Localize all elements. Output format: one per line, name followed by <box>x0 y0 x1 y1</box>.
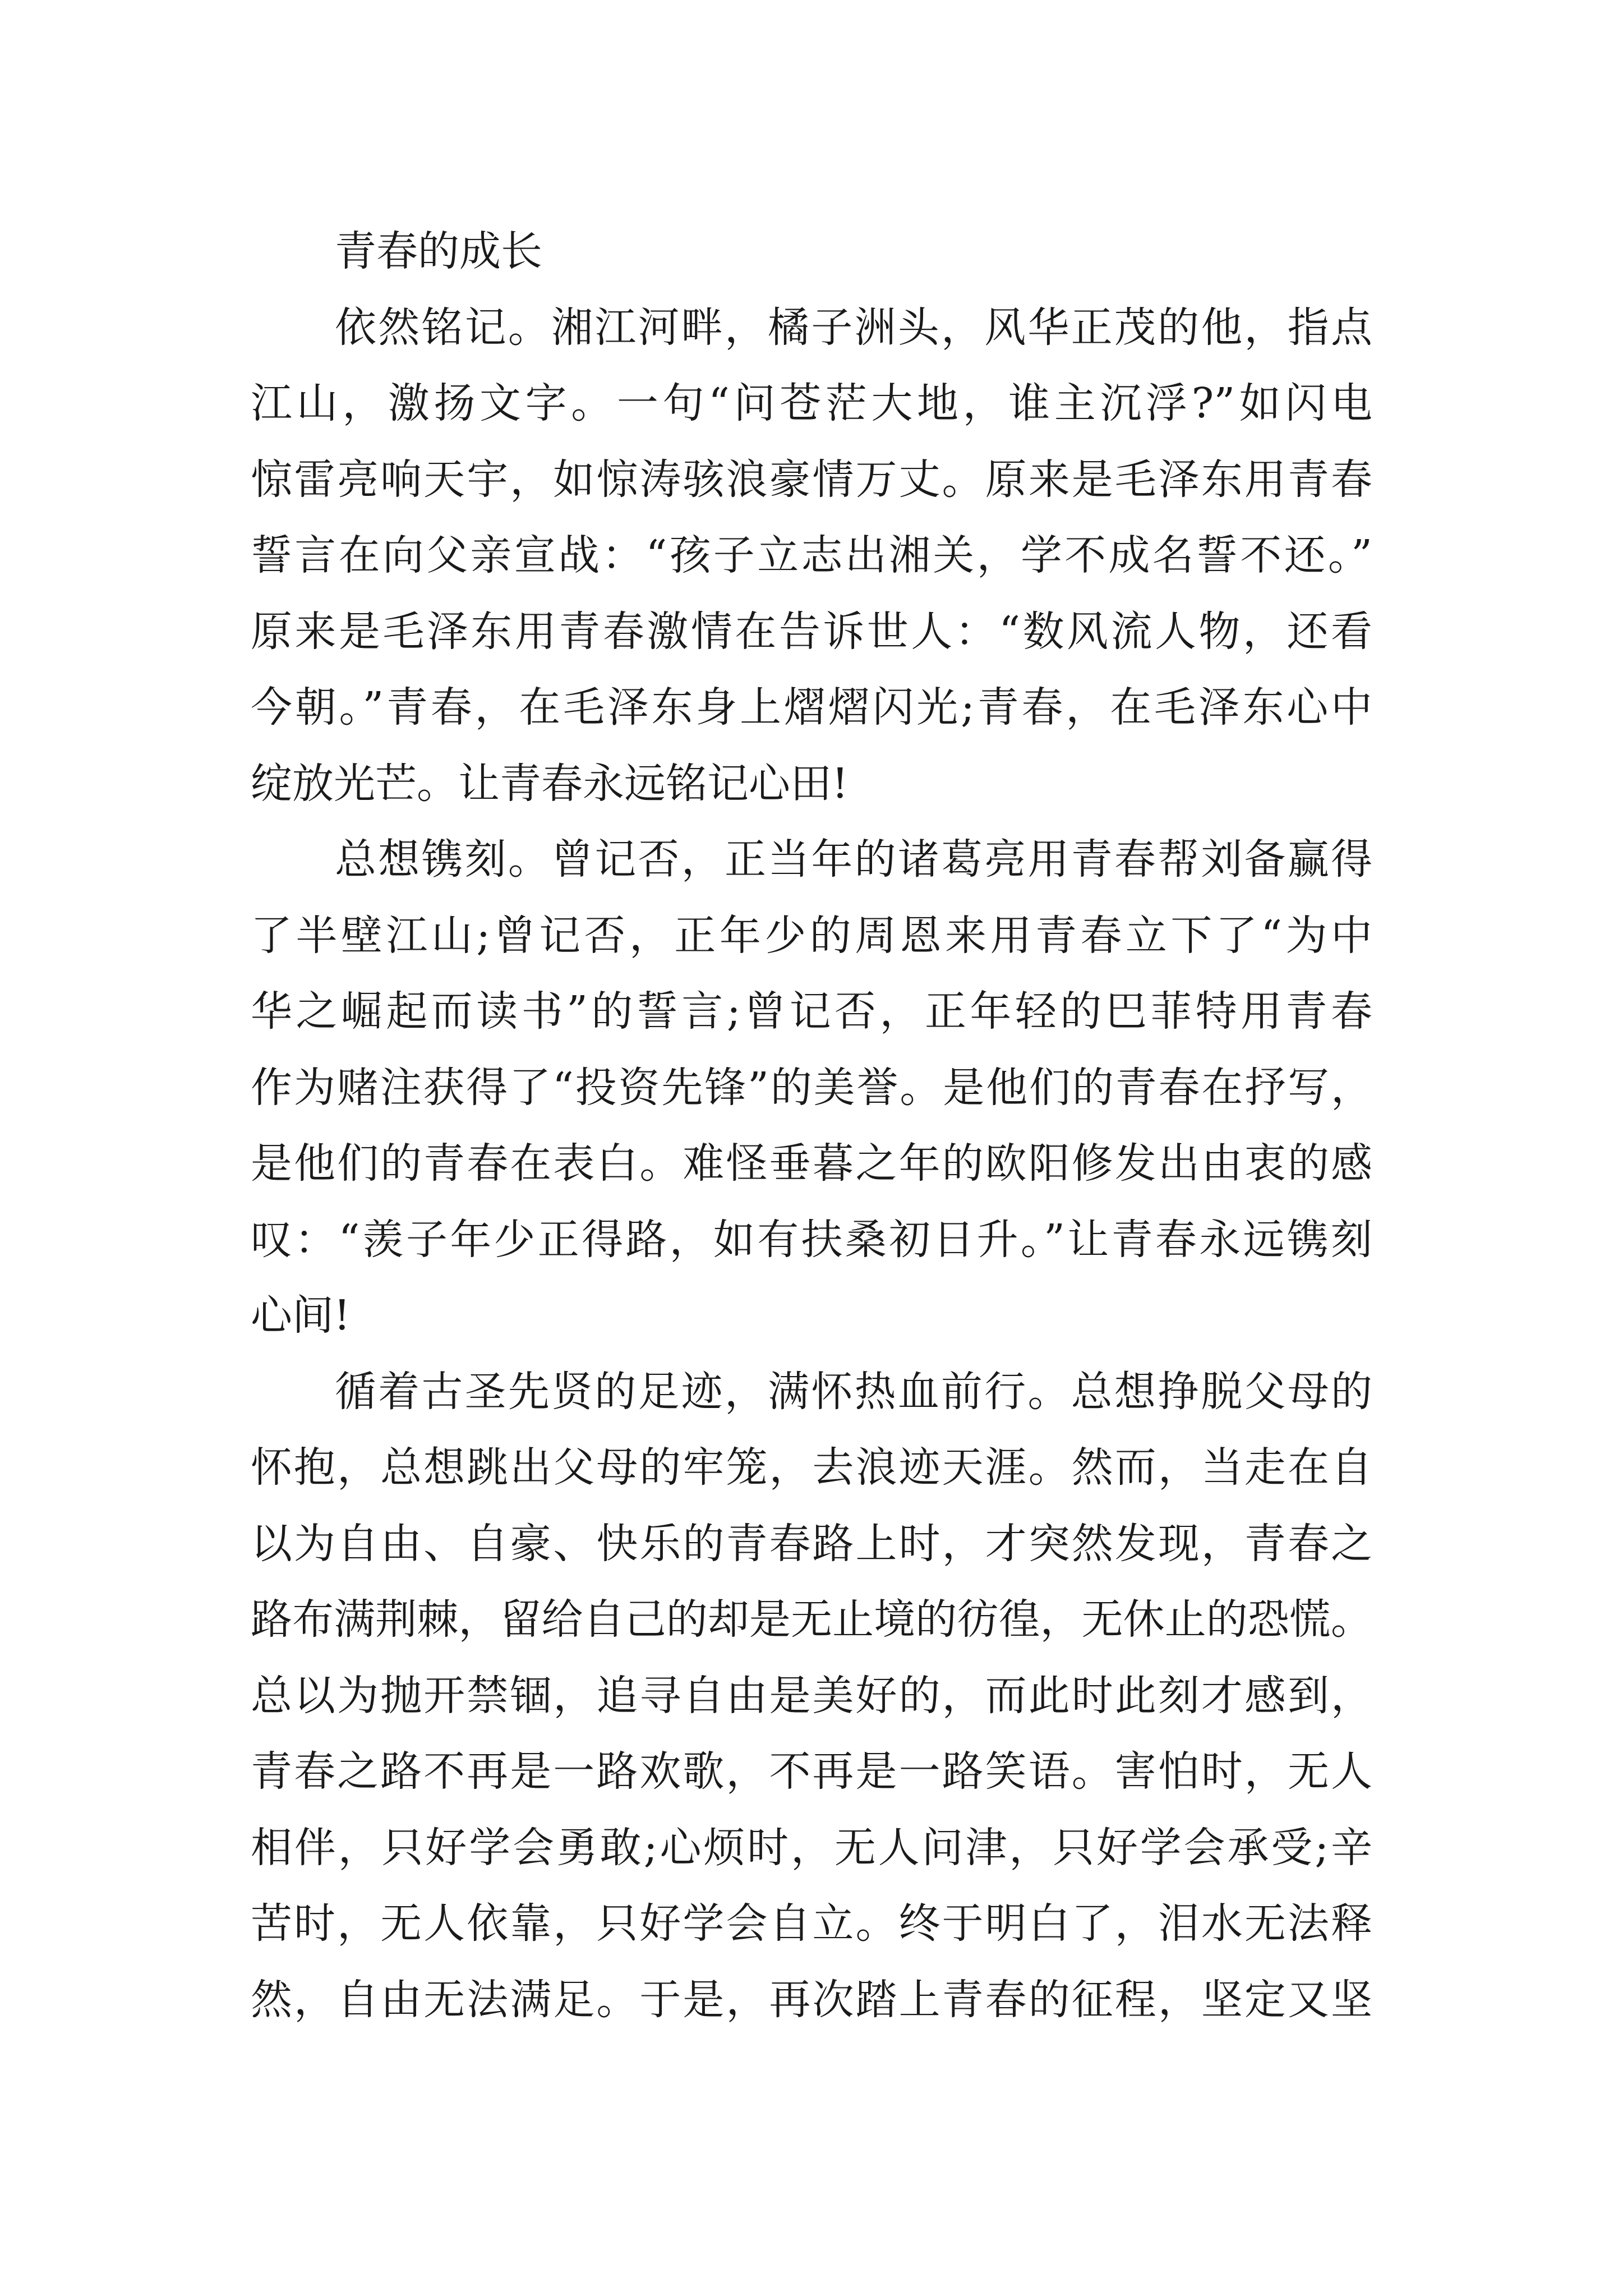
text-line: 怀抱，总想跳出父母的牢笼，去浪迹天涯。然而，当走在自 <box>251 1443 1372 1492</box>
text-line: 以为自由、自豪、快乐的青春路上时，才突然发现，青春之 <box>251 1519 1372 1568</box>
text-line: 作为赌注获得了“投资先锋”的美誉。是他们的青春在抒写， <box>251 1063 1372 1112</box>
essay-title: 青春的成长 <box>335 227 542 275</box>
text-line: 路布满荆棘，留给自己的却是无止境的彷徨，无休止的恐慌。 <box>251 1595 1372 1644</box>
text-line: 青春之路不再是一路欢歌，不再是一路笑语。害怕时，无人 <box>251 1747 1372 1796</box>
text-line: 然，自由无法满足。于是，再次踏上青春的征程，坚定又坚 <box>251 1975 1372 2024</box>
text-line: 苦时，无人依靠，只好学会自立。终于明白了，泪水无法释 <box>251 1899 1372 1948</box>
text-line: 今朝。”青春，在毛泽东身上熠熠闪光;青春，在毛泽东心中 <box>251 683 1372 731</box>
paragraph-2 <box>251 822 1372 1354</box>
paragraph-1 <box>251 290 1372 822</box>
paragraph-3 <box>251 1354 1372 2039</box>
text-line: 总想镌刻。曾记否，正当年的诸葛亮用青春帮刘备赢得 <box>335 835 1372 884</box>
text-line: 誓言在向父亲宣战：“孩子立志出湘关，学不成名誓不还。” <box>251 531 1372 579</box>
text-line: 绽放光芒。让青春永远铭记心田! <box>251 759 849 808</box>
text-line: 原来是毛泽东用青春激情在告诉世人：“数风流人物，还看 <box>251 607 1372 656</box>
text-line: 江山，激扬文字。一句“问苍茫大地，谁主沉浮?”如闪电 <box>251 379 1372 427</box>
text-line: 循着古圣先贤的足迹，满怀热血前行。总想挣脱父母的 <box>335 1367 1372 1416</box>
text-line: 相伴，只好学会勇敢;心烦时，无人问津，只好学会承受;辛 <box>251 1823 1372 1872</box>
text-line: 了半壁江山;曾记否，正年少的周恩来用青春立下了“为中 <box>251 911 1372 960</box>
text-line: 依然铭记。湘江河畔，橘子洲头，风华正茂的他，指点 <box>335 303 1372 352</box>
text-line: 华之崛起而读书”的誓言;曾记否，正年轻的巴菲特用青春 <box>251 987 1372 1036</box>
text-line: 是他们的青春在表白。难怪垂暮之年的欧阳修发出由衷的感 <box>251 1139 1372 1188</box>
text-line: 惊雷亮响天宇，如惊涛骇浪豪情万丈。原来是毛泽东用青春 <box>251 455 1372 504</box>
text-line: 叹：“羡子年少正得路，如有扶桑初日升。”让青春永远镌刻 <box>251 1215 1372 1264</box>
text-line: 总以为抛开禁锢，追寻自由是美好的，而此时此刻才感到， <box>251 1671 1372 1720</box>
essay-body <box>251 214 1372 2038</box>
text-line: 心间! <box>251 1291 351 1340</box>
